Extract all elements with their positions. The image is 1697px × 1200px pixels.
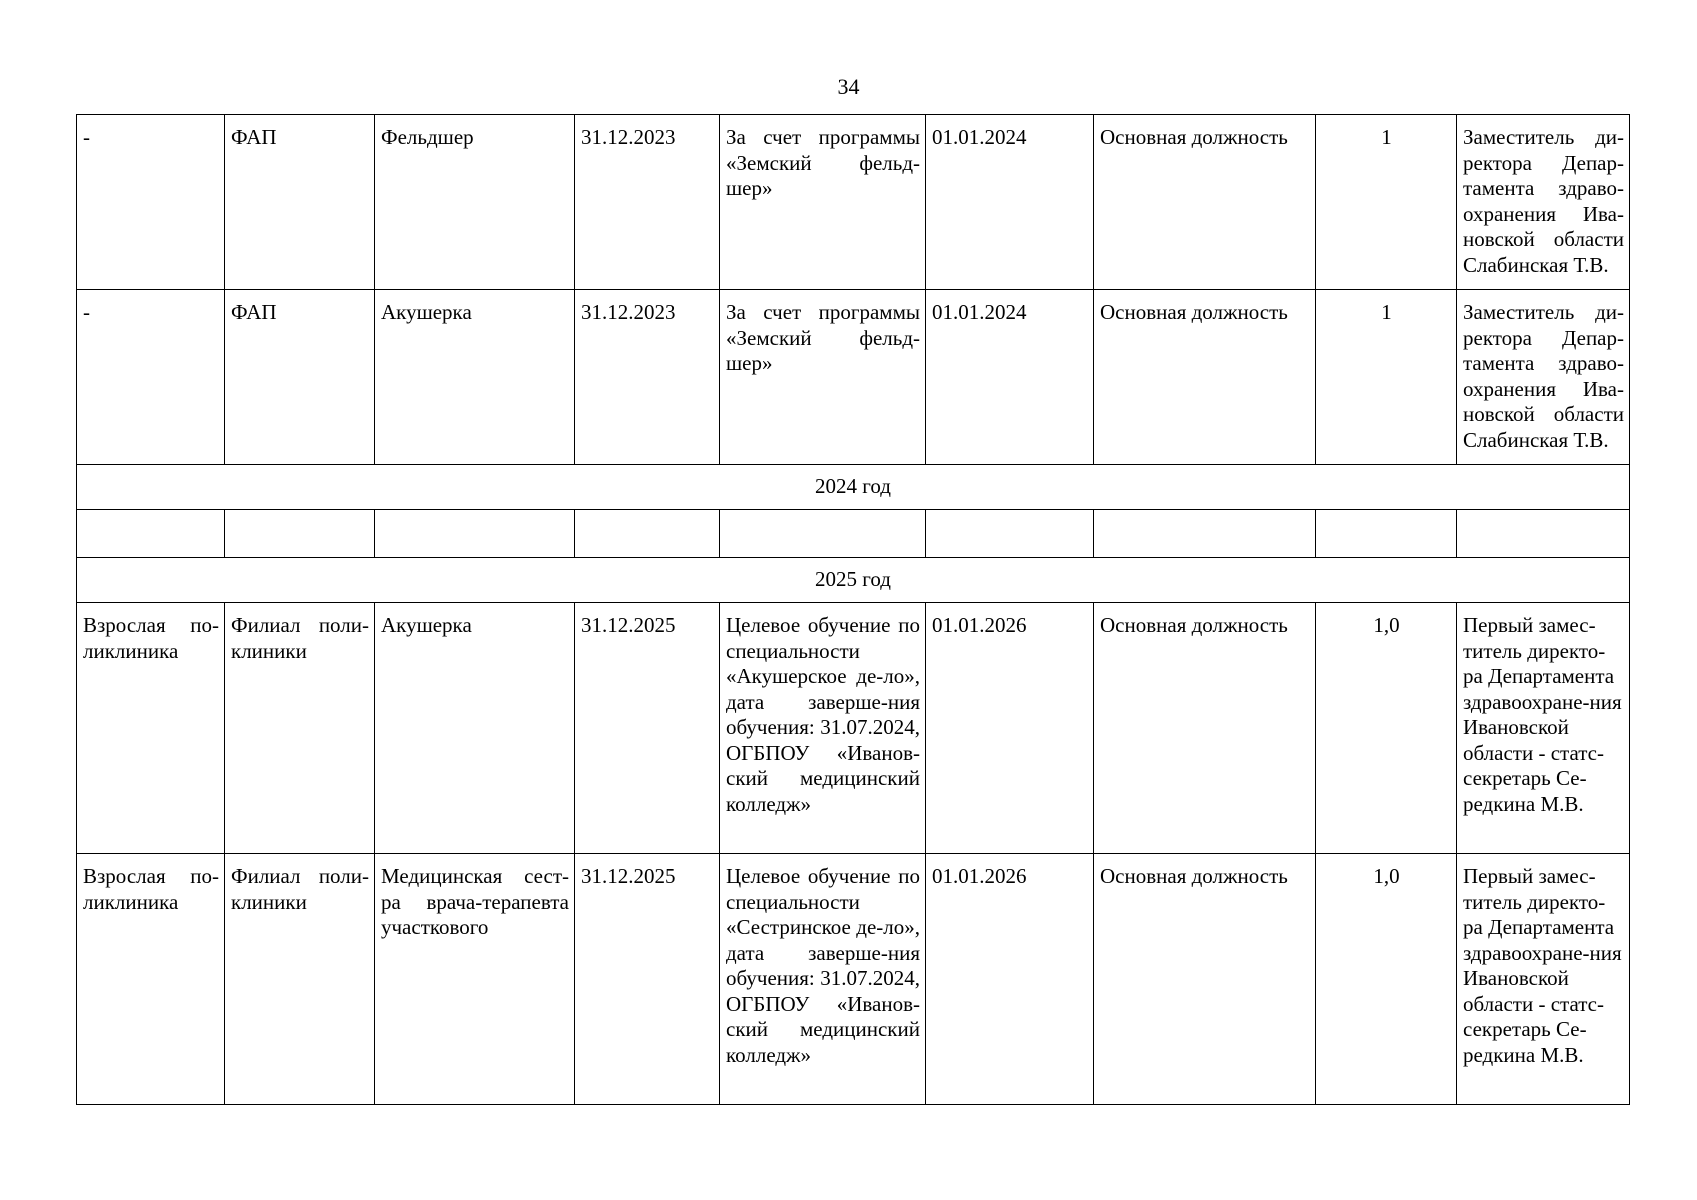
cell-rate: 1	[1316, 290, 1457, 465]
table-row	[77, 854, 1630, 1105]
page-number: 34	[837, 74, 860, 99]
cell-unit: Филиал поли-клиники	[225, 854, 375, 1105]
empty-cell	[1457, 510, 1630, 558]
cell-start-date: 01.01.2024	[926, 115, 1094, 290]
cell-date: 31.12.2025	[575, 603, 720, 854]
cell-position-type: Основная должность	[1094, 854, 1316, 1105]
cell-responsible: Заместитель ди-ректора Депар-тамента здраво-охранения Ива-новской области Слабинская Т.В.	[1457, 115, 1630, 290]
empty-cell	[375, 510, 575, 558]
cell-position: Медицинская сест-ра врача-терапевта участкового	[375, 854, 575, 1105]
cell-source: За счет программы «Земский фельд-шер»	[720, 290, 926, 465]
empty-row	[77, 510, 1630, 558]
empty-cell	[720, 510, 926, 558]
cell-unit: ФАП	[225, 290, 375, 465]
cell-department: -	[77, 290, 225, 465]
cell-position: Фельдшер	[375, 115, 575, 290]
table-row	[77, 290, 1630, 465]
cell-department: Взрослая по-ликлиника	[77, 854, 225, 1105]
cell-department: -	[77, 115, 225, 290]
cell-date: 31.12.2023	[575, 115, 720, 290]
cell-responsible: Первый замес-титель директо-ра Департамента здравоохране-ния Ивановской области - статс-секретарь Се-редкина М.В.	[1457, 603, 1630, 854]
cell-start-date: 01.01.2024	[926, 290, 1094, 465]
cell-start-date: 01.01.2026	[926, 854, 1094, 1105]
vacancy-table	[76, 114, 1630, 1105]
cell-position: Акушерка	[375, 290, 575, 465]
cell-unit: Филиал поли-клиники	[225, 603, 375, 854]
empty-cell	[575, 510, 720, 558]
cell-rate: 1,0	[1316, 603, 1457, 854]
cell-source: Целевое обучение по специальности «Сестринское де-ло», дата заверше-ния обучения: 31.07.2024, ОГБПОУ «Иванов-ский медицинский колледж»	[720, 854, 926, 1105]
empty-cell	[1316, 510, 1457, 558]
cell-position-type: Основная должность	[1094, 290, 1316, 465]
cell-position-type: Основная должность	[1094, 115, 1316, 290]
year-header: 2024 год	[77, 465, 1630, 510]
cell-date: 31.12.2025	[575, 854, 720, 1105]
table-row	[77, 115, 1630, 290]
cell-department: Взрослая по-ликлиника	[77, 603, 225, 854]
empty-cell	[1094, 510, 1316, 558]
cell-position-type: Основная должность	[1094, 603, 1316, 854]
year-header-row	[77, 558, 1630, 603]
cell-source: Целевое обучение по специальности «Акушерское де-ло», дата заверше-ния обучения: 31.07.2024, ОГБПОУ «Иванов-ский медицинский колледж»	[720, 603, 926, 854]
cell-source: За счет программы «Земский фельд-шер»	[720, 115, 926, 290]
cell-rate: 1	[1316, 115, 1457, 290]
cell-unit: ФАП	[225, 115, 375, 290]
cell-responsible: Первый замес-титель директо-ра Департамента здравоохране-ния Ивановской области - статс-секретарь Се-редкина М.В.	[1457, 854, 1630, 1105]
cell-rate: 1,0	[1316, 854, 1457, 1105]
cell-date: 31.12.2023	[575, 290, 720, 465]
year-header: 2025 год	[77, 558, 1630, 603]
empty-cell	[926, 510, 1094, 558]
cell-responsible: Заместитель ди-ректора Депар-тамента здраво-охранения Ива-новской области Слабинская Т.В.	[1457, 290, 1630, 465]
year-header-row	[77, 465, 1630, 510]
cell-start-date: 01.01.2026	[926, 603, 1094, 854]
cell-position: Акушерка	[375, 603, 575, 854]
table-row	[77, 603, 1630, 854]
empty-cell	[77, 510, 225, 558]
empty-cell	[225, 510, 375, 558]
